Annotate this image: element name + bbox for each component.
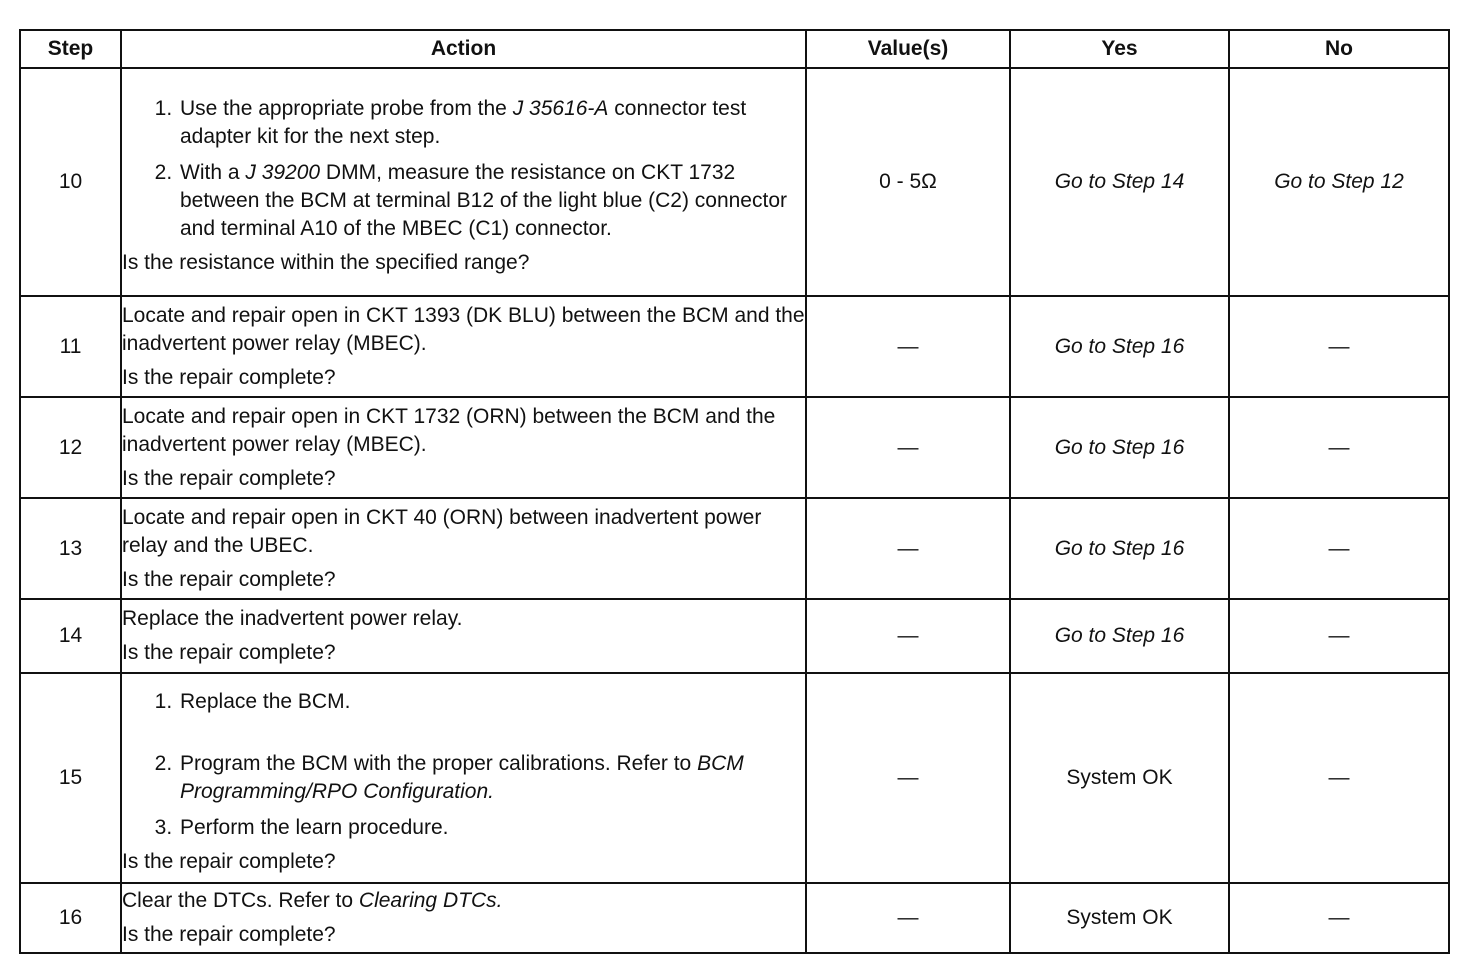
value-cell: — bbox=[806, 673, 1010, 883]
action-step-item: 3. Perform the learn procedure. bbox=[178, 814, 805, 842]
yes-cell: System OK bbox=[1010, 673, 1229, 883]
step-number: 13 bbox=[20, 498, 121, 599]
action-step-item: 1. Replace the BCM. bbox=[178, 688, 805, 716]
no-cell: — bbox=[1229, 883, 1449, 953]
action-step-item: 2. Program the BCM with the proper calibrations. Refer to BCM Programming/RPO Configuration. bbox=[178, 750, 805, 806]
action-step-item: 2. With a J 39200 DMM, measure the resistance on CKT 1732 between the BCM at terminal B12 of the light blue (C2) connector and terminal A10 of the MBEC (C1) connector. bbox=[178, 159, 805, 243]
action-text: Locate and repair open in CKT 1732 (ORN) between the BCM and the inadvertent power relay (MBEC). bbox=[122, 404, 776, 456]
action-text: Locate and repair open in CKT 1393 (DK BLU) between the BCM and the inadvertent power relay (MBEC). bbox=[122, 303, 805, 355]
yes-cell: Go to Step 16 bbox=[1010, 498, 1229, 599]
diagnostic-table bbox=[19, 29, 1450, 954]
table-row-step-16 bbox=[20, 883, 1449, 953]
no-cell: — bbox=[1229, 673, 1449, 883]
value-cell: — bbox=[806, 498, 1010, 599]
action-question: Is the repair complete? bbox=[122, 466, 336, 490]
action-question: Is the resistance within the specified range? bbox=[122, 251, 530, 274]
action-text: Replace the inadvertent power relay. bbox=[122, 607, 463, 630]
doc-reference: BCM Programming/RPO Configuration. bbox=[180, 752, 744, 803]
table-row-step-10 bbox=[20, 68, 1449, 296]
action-cell bbox=[121, 397, 806, 498]
tool-reference: J 39200 bbox=[245, 161, 321, 184]
action-cell bbox=[121, 68, 806, 296]
no-cell: — bbox=[1229, 397, 1449, 498]
table-row-step-13 bbox=[20, 498, 1449, 599]
header-action: Action bbox=[121, 30, 806, 68]
action-question: Is the repair complete? bbox=[122, 365, 336, 389]
action-steps bbox=[122, 688, 805, 842]
action-steps bbox=[122, 95, 805, 243]
action-question: Is the repair complete? bbox=[122, 567, 336, 591]
action-cell bbox=[121, 498, 806, 599]
no-cell: — bbox=[1229, 498, 1449, 599]
header-yes: Yes bbox=[1010, 30, 1229, 68]
step-number: 16 bbox=[20, 883, 121, 953]
yes-cell: Go to Step 16 bbox=[1010, 599, 1229, 673]
no-cell: Go to Step 12 bbox=[1229, 68, 1449, 296]
value-cell: — bbox=[806, 599, 1010, 673]
action-question: Is the repair complete? bbox=[122, 923, 336, 946]
step-number: 15 bbox=[20, 673, 121, 883]
table-row-step-12 bbox=[20, 397, 1449, 498]
step-number: 14 bbox=[20, 599, 121, 673]
header-no: No bbox=[1229, 30, 1449, 68]
step-number: 12 bbox=[20, 397, 121, 498]
yes-cell: System OK bbox=[1010, 883, 1229, 953]
tool-reference: J 35616-A bbox=[512, 97, 609, 120]
no-cell: — bbox=[1229, 599, 1449, 673]
action-cell bbox=[121, 599, 806, 673]
value-cell: — bbox=[806, 296, 1010, 397]
step-number: 10 bbox=[20, 68, 121, 296]
action-text: Locate and repair open in CKT 40 (ORN) between inadvertent power relay and the UBEC. bbox=[122, 505, 762, 557]
header-step: Step bbox=[20, 30, 121, 68]
action-cell bbox=[121, 883, 806, 953]
table-row-step-14 bbox=[20, 599, 1449, 673]
header-values: Value(s) bbox=[806, 30, 1010, 68]
doc-reference: Clearing DTCs. bbox=[358, 889, 503, 912]
step-number: 11 bbox=[20, 296, 121, 397]
action-text: Clear the DTCs. Refer to Clearing DTCs. bbox=[122, 889, 503, 912]
value-cell: — bbox=[806, 883, 1010, 953]
value-cell: 0 - 5Ω bbox=[806, 68, 1010, 296]
action-cell bbox=[121, 296, 806, 397]
table-row-step-15 bbox=[20, 673, 1449, 883]
header-row bbox=[20, 30, 1449, 68]
action-question: Is the repair complete? bbox=[122, 850, 336, 873]
yes-cell: Go to Step 16 bbox=[1010, 296, 1229, 397]
action-step-item: 1. Use the appropriate probe from the J 35616-A connector test adapter kit for the next step. bbox=[178, 95, 805, 151]
value-cell: — bbox=[806, 397, 1010, 498]
action-cell bbox=[121, 673, 806, 883]
table-row-step-11 bbox=[20, 296, 1449, 397]
no-cell: — bbox=[1229, 296, 1449, 397]
action-question: Is the repair complete? bbox=[122, 641, 336, 664]
yes-cell: Go to Step 14 bbox=[1010, 68, 1229, 296]
yes-cell: Go to Step 16 bbox=[1010, 397, 1229, 498]
